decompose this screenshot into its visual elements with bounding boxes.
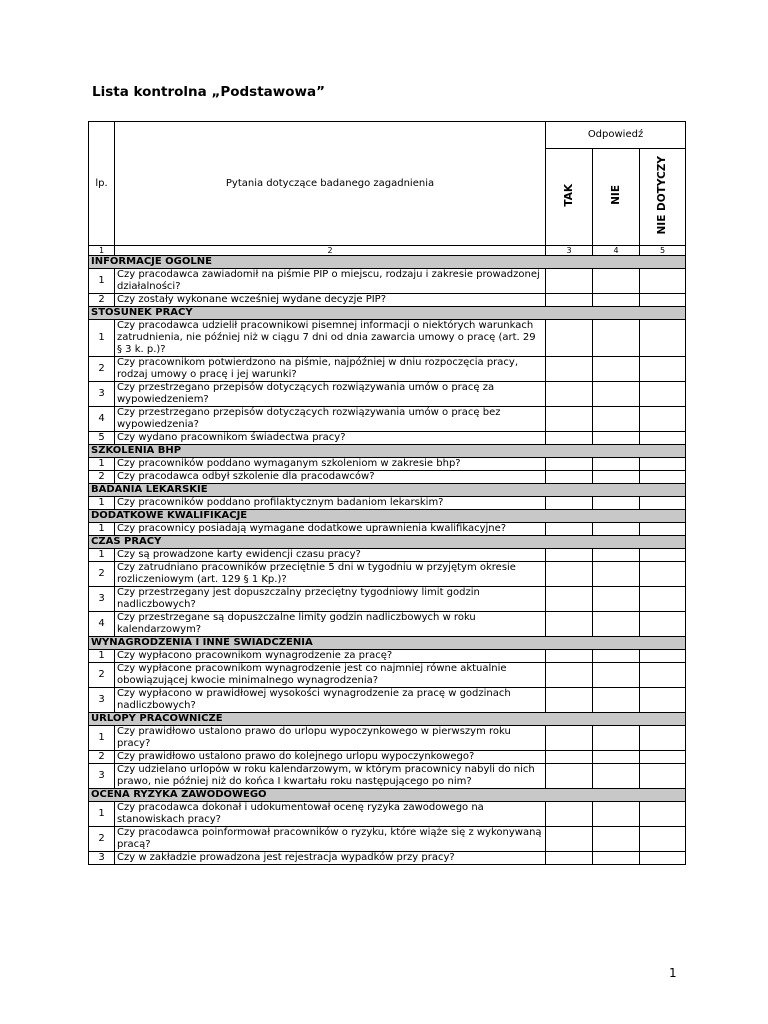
question-text: Czy pracownikom potwierdzono na piśmie, najpóźniej w dniu rozpoczęcia pracy, rodzaj umowy o pracę i jej warunki? (115, 357, 546, 382)
question-number: 1 (89, 269, 115, 294)
section-title: INFORMACJE OGÓLNE (89, 256, 686, 269)
answer-tak-cell[interactable] (546, 751, 593, 764)
answer-tak-cell[interactable] (546, 587, 593, 612)
answer-nie-dotyczy-cell[interactable] (640, 497, 686, 510)
table-row (89, 294, 686, 307)
question-number: 2 (89, 663, 115, 688)
section-title: DODATKOWE KWALIFIKACJE (89, 510, 686, 523)
checklist-table (88, 121, 686, 865)
question-text: Czy pracodawca udzielił pracownikowi pisemnej informacji o niektórych warunkach zatrudnienia, nie później niż w ciągu 7 dni od dnia zawarcia umowy o pracę (art. 29 § 3 k. p.)? (115, 320, 546, 357)
answer-tak-cell[interactable] (546, 688, 593, 713)
question-text: Czy prawidłowo ustalono prawo do urlopu wypoczynkowego w pierwszym roku pracy? (115, 726, 546, 751)
answer-tak-cell[interactable] (546, 726, 593, 751)
question-number: 2 (89, 357, 115, 382)
question-number: 2 (89, 751, 115, 764)
answer-nie-cell[interactable] (593, 432, 640, 445)
answer-tak-cell[interactable] (546, 382, 593, 407)
answer-tak-cell[interactable] (546, 562, 593, 587)
section-header (89, 789, 686, 802)
table-row (89, 751, 686, 764)
answer-nie-cell[interactable] (593, 587, 640, 612)
answer-nie-cell[interactable] (593, 562, 640, 587)
section-title: CZAS PRACY (89, 536, 686, 549)
question-number: 3 (89, 852, 115, 865)
question-number: 2 (89, 562, 115, 587)
section-header (89, 713, 686, 726)
section-title: URLOPY PRACOWNICZE (89, 713, 686, 726)
answer-tak-cell[interactable] (546, 802, 593, 827)
answer-tak-cell[interactable] (546, 458, 593, 471)
col-number: 2 (115, 246, 546, 256)
table-row (89, 382, 686, 407)
answer-nie-cell[interactable] (593, 688, 640, 713)
section-title: WYNAGRODZENIA I INNE ŚWIADCZENIA (89, 637, 686, 650)
answer-nie-cell[interactable] (593, 802, 640, 827)
question-number: 5 (89, 432, 115, 445)
answer-nie-cell[interactable] (593, 497, 640, 510)
header-nie: NIE (593, 149, 640, 246)
answer-nie-dotyczy-cell[interactable] (640, 294, 686, 307)
answer-nie-cell[interactable] (593, 407, 640, 432)
answer-tak-cell[interactable] (546, 663, 593, 688)
table-row (89, 663, 686, 688)
answer-tak-cell[interactable] (546, 827, 593, 852)
section-header (89, 536, 686, 549)
table-row (89, 432, 686, 445)
answer-tak-cell[interactable] (546, 320, 593, 357)
question-text: Czy pracodawca dokonał i udokumentował ocenę ryzyka zawodowego na stanowiskach pracy? (115, 802, 546, 827)
document-title: Lista kontrolna „Podstawowa” (92, 84, 325, 100)
table-row (89, 802, 686, 827)
col-number: 3 (546, 246, 593, 256)
header-answer: Odpowiedź (546, 122, 686, 149)
answer-tak-cell[interactable] (546, 294, 593, 307)
answer-nie-dotyczy-cell[interactable] (640, 458, 686, 471)
answer-nie-dotyczy-cell[interactable] (640, 663, 686, 688)
question-number: 3 (89, 587, 115, 612)
answer-nie-dotyczy-cell[interactable] (640, 523, 686, 536)
answer-nie-cell[interactable] (593, 726, 640, 751)
answer-nie-dotyczy-cell[interactable] (640, 764, 686, 789)
question-number: 2 (89, 294, 115, 307)
section-header (89, 637, 686, 650)
answer-nie-dotyczy-cell[interactable] (640, 471, 686, 484)
col-number: 1 (89, 246, 115, 256)
section-header (89, 445, 686, 458)
question-number: 2 (89, 827, 115, 852)
answer-tak-cell[interactable] (546, 852, 593, 865)
question-text: Czy w zakładzie prowadzona jest rejestracja wypadków przy pracy? (115, 852, 546, 865)
header-question: Pytania dotyczące badanego zagadnienia (115, 122, 546, 246)
answer-nie-dotyczy-cell[interactable] (640, 688, 686, 713)
answer-nie-cell[interactable] (593, 471, 640, 484)
question-text: Czy pracowników poddano wymaganym szkoleniom w zakresie bhp? (115, 458, 546, 471)
table-row (89, 471, 686, 484)
table-row (89, 562, 686, 587)
question-text: Czy przestrzegano przepisów dotyczących rozwiązywania umów o pracę za wypowiedzeniem? (115, 382, 546, 407)
answer-nie-cell[interactable] (593, 612, 640, 637)
question-number: 1 (89, 549, 115, 562)
table-row (89, 523, 686, 536)
answer-nie-dotyczy-cell[interactable] (640, 612, 686, 637)
question-number: 1 (89, 497, 115, 510)
answer-nie-dotyczy-cell[interactable] (640, 549, 686, 562)
section-header (89, 256, 686, 269)
question-text: Czy udzielano urlopów w roku kalendarzowym, w którym pracownicy nabyli do nich prawo, nie później niż do końca I kwartału roku następującego po nim? (115, 764, 546, 789)
answer-tak-cell[interactable] (546, 650, 593, 663)
table-row (89, 269, 686, 294)
section-title: STOSUNEK PRACY (89, 307, 686, 320)
question-text: Czy pracodawca poinformował pracowników o ryzyku, które wiąże się z wykonywaną pracą? (115, 827, 546, 852)
answer-nie-dotyczy-cell[interactable] (640, 650, 686, 663)
answer-nie-cell[interactable] (593, 357, 640, 382)
header-nie-dotyczy: NIE DOTYCZY (640, 149, 686, 246)
answer-tak-cell[interactable] (546, 471, 593, 484)
answer-tak-cell[interactable] (546, 407, 593, 432)
answer-nie-cell[interactable] (593, 458, 640, 471)
question-number: 3 (89, 382, 115, 407)
table-row (89, 612, 686, 637)
answer-tak-cell[interactable] (546, 432, 593, 445)
section-header (89, 510, 686, 523)
question-text: Czy prawidłowo ustalono prawo do kolejnego urlopu wypoczynkowego? (115, 751, 546, 764)
answer-nie-cell[interactable] (593, 827, 640, 852)
question-number: 3 (89, 764, 115, 789)
answer-tak-cell[interactable] (546, 764, 593, 789)
question-number: 4 (89, 612, 115, 637)
answer-nie-cell[interactable] (593, 320, 640, 357)
answer-nie-dotyczy-cell[interactable] (640, 751, 686, 764)
answer-nie-dotyczy-cell[interactable] (640, 382, 686, 407)
table-row (89, 827, 686, 852)
answer-tak-cell[interactable] (546, 357, 593, 382)
question-text: Czy przestrzegano przepisów dotyczących rozwiązywania umów o pracę bez wypowiedzenia? (115, 407, 546, 432)
section-title: OCENA RYZYKA ZAWODOWEGO (89, 789, 686, 802)
answer-nie-dotyczy-cell[interactable] (640, 407, 686, 432)
question-text: Czy pracownicy posiadają wymagane dodatkowe uprawnienia kwalifikacyjne? (115, 523, 546, 536)
answer-nie-cell[interactable] (593, 764, 640, 789)
answer-nie-dotyczy-cell[interactable] (640, 269, 686, 294)
question-text: Czy pracodawca zawiadomił na piśmie PIP o miejscu, rodzaju i zakresie prowadzonej działalności? (115, 269, 546, 294)
answer-nie-dotyczy-cell[interactable] (640, 827, 686, 852)
answer-nie-dotyczy-cell[interactable] (640, 320, 686, 357)
col-number: 4 (593, 246, 640, 256)
question-text: Czy wypłacono pracownikom wynagrodzenie za pracę? (115, 650, 546, 663)
question-text: Czy przestrzegane są dopuszczalne limity godzin nadliczbowych w roku kalendarzowym? (115, 612, 546, 637)
answer-nie-dotyczy-cell[interactable] (640, 852, 686, 865)
header-lp: lp. (89, 122, 115, 246)
table-row (89, 688, 686, 713)
question-number: 1 (89, 523, 115, 536)
answer-nie-cell[interactable] (593, 852, 640, 865)
answer-nie-cell[interactable] (593, 382, 640, 407)
answer-nie-dotyczy-cell[interactable] (640, 802, 686, 827)
table-row (89, 726, 686, 751)
table-row (89, 549, 686, 562)
table-row (89, 407, 686, 432)
answer-nie-cell[interactable] (593, 751, 640, 764)
header-tak: TAK (546, 149, 593, 246)
question-text: Czy pracowników poddano profilaktycznym badaniom lekarskim? (115, 497, 546, 510)
answer-nie-dotyczy-cell[interactable] (640, 357, 686, 382)
answer-nie-dotyczy-cell[interactable] (640, 726, 686, 751)
section-title: SZKOLENIA BHP (89, 445, 686, 458)
question-text: Czy zatrudniano pracowników przeciętnie 5 dni w tygodniu w przyjętym okresie rozliczeniowym (art. 129 § 1 Kp.)? (115, 562, 546, 587)
answer-tak-cell[interactable] (546, 612, 593, 637)
question-text: Czy przestrzegany jest dopuszczalny przeciętny tygodniowy limit godzin nadliczbowych? (115, 587, 546, 612)
section-title: BADANIA LEKARSKIE (89, 484, 686, 497)
question-number: 3 (89, 688, 115, 713)
table-row (89, 458, 686, 471)
question-number: 1 (89, 650, 115, 663)
question-text: Czy wypłacono w prawidłowej wysokości wynagrodzenie za pracę w godzinach nadliczbowych? (115, 688, 546, 713)
answer-nie-cell[interactable] (593, 549, 640, 562)
table-row (89, 357, 686, 382)
checklist-body (89, 256, 686, 865)
question-number: 4 (89, 407, 115, 432)
question-number: 1 (89, 320, 115, 357)
answer-nie-cell[interactable] (593, 294, 640, 307)
question-number: 2 (89, 471, 115, 484)
question-number: 1 (89, 458, 115, 471)
answer-nie-cell[interactable] (593, 269, 640, 294)
answer-nie-cell[interactable] (593, 663, 640, 688)
table-row (89, 852, 686, 865)
section-header (89, 484, 686, 497)
table-row (89, 764, 686, 789)
page-number: 1 (669, 966, 677, 980)
question-text: Czy zostały wykonane wcześniej wydane decyzje PIP? (115, 294, 546, 307)
col-number: 5 (640, 246, 686, 256)
table-row (89, 497, 686, 510)
section-header (89, 307, 686, 320)
question-text: Czy są prowadzone karty ewidencji czasu pracy? (115, 549, 546, 562)
question-text: Czy pracodawca odbył szkolenie dla pracodawców? (115, 471, 546, 484)
table-row (89, 587, 686, 612)
answer-nie-dotyczy-cell[interactable] (640, 587, 686, 612)
answer-tak-cell[interactable] (546, 497, 593, 510)
question-text: Czy wypłacone pracownikom wynagrodzenie jest co najmniej równe aktualnie obowiązującej kwocie minimalnego wynagrodzenia? (115, 663, 546, 688)
answer-tak-cell[interactable] (546, 523, 593, 536)
column-numbers-row (89, 246, 686, 256)
table-row (89, 320, 686, 357)
answer-tak-cell[interactable] (546, 549, 593, 562)
answer-nie-dotyczy-cell[interactable] (640, 432, 686, 445)
question-number: 1 (89, 802, 115, 827)
answer-nie-cell[interactable] (593, 650, 640, 663)
table-row (89, 650, 686, 663)
answer-nie-dotyczy-cell[interactable] (640, 562, 686, 587)
answer-tak-cell[interactable] (546, 269, 593, 294)
question-number: 1 (89, 726, 115, 751)
question-text: Czy wydano pracownikom świadectwa pracy? (115, 432, 546, 445)
answer-nie-cell[interactable] (593, 523, 640, 536)
